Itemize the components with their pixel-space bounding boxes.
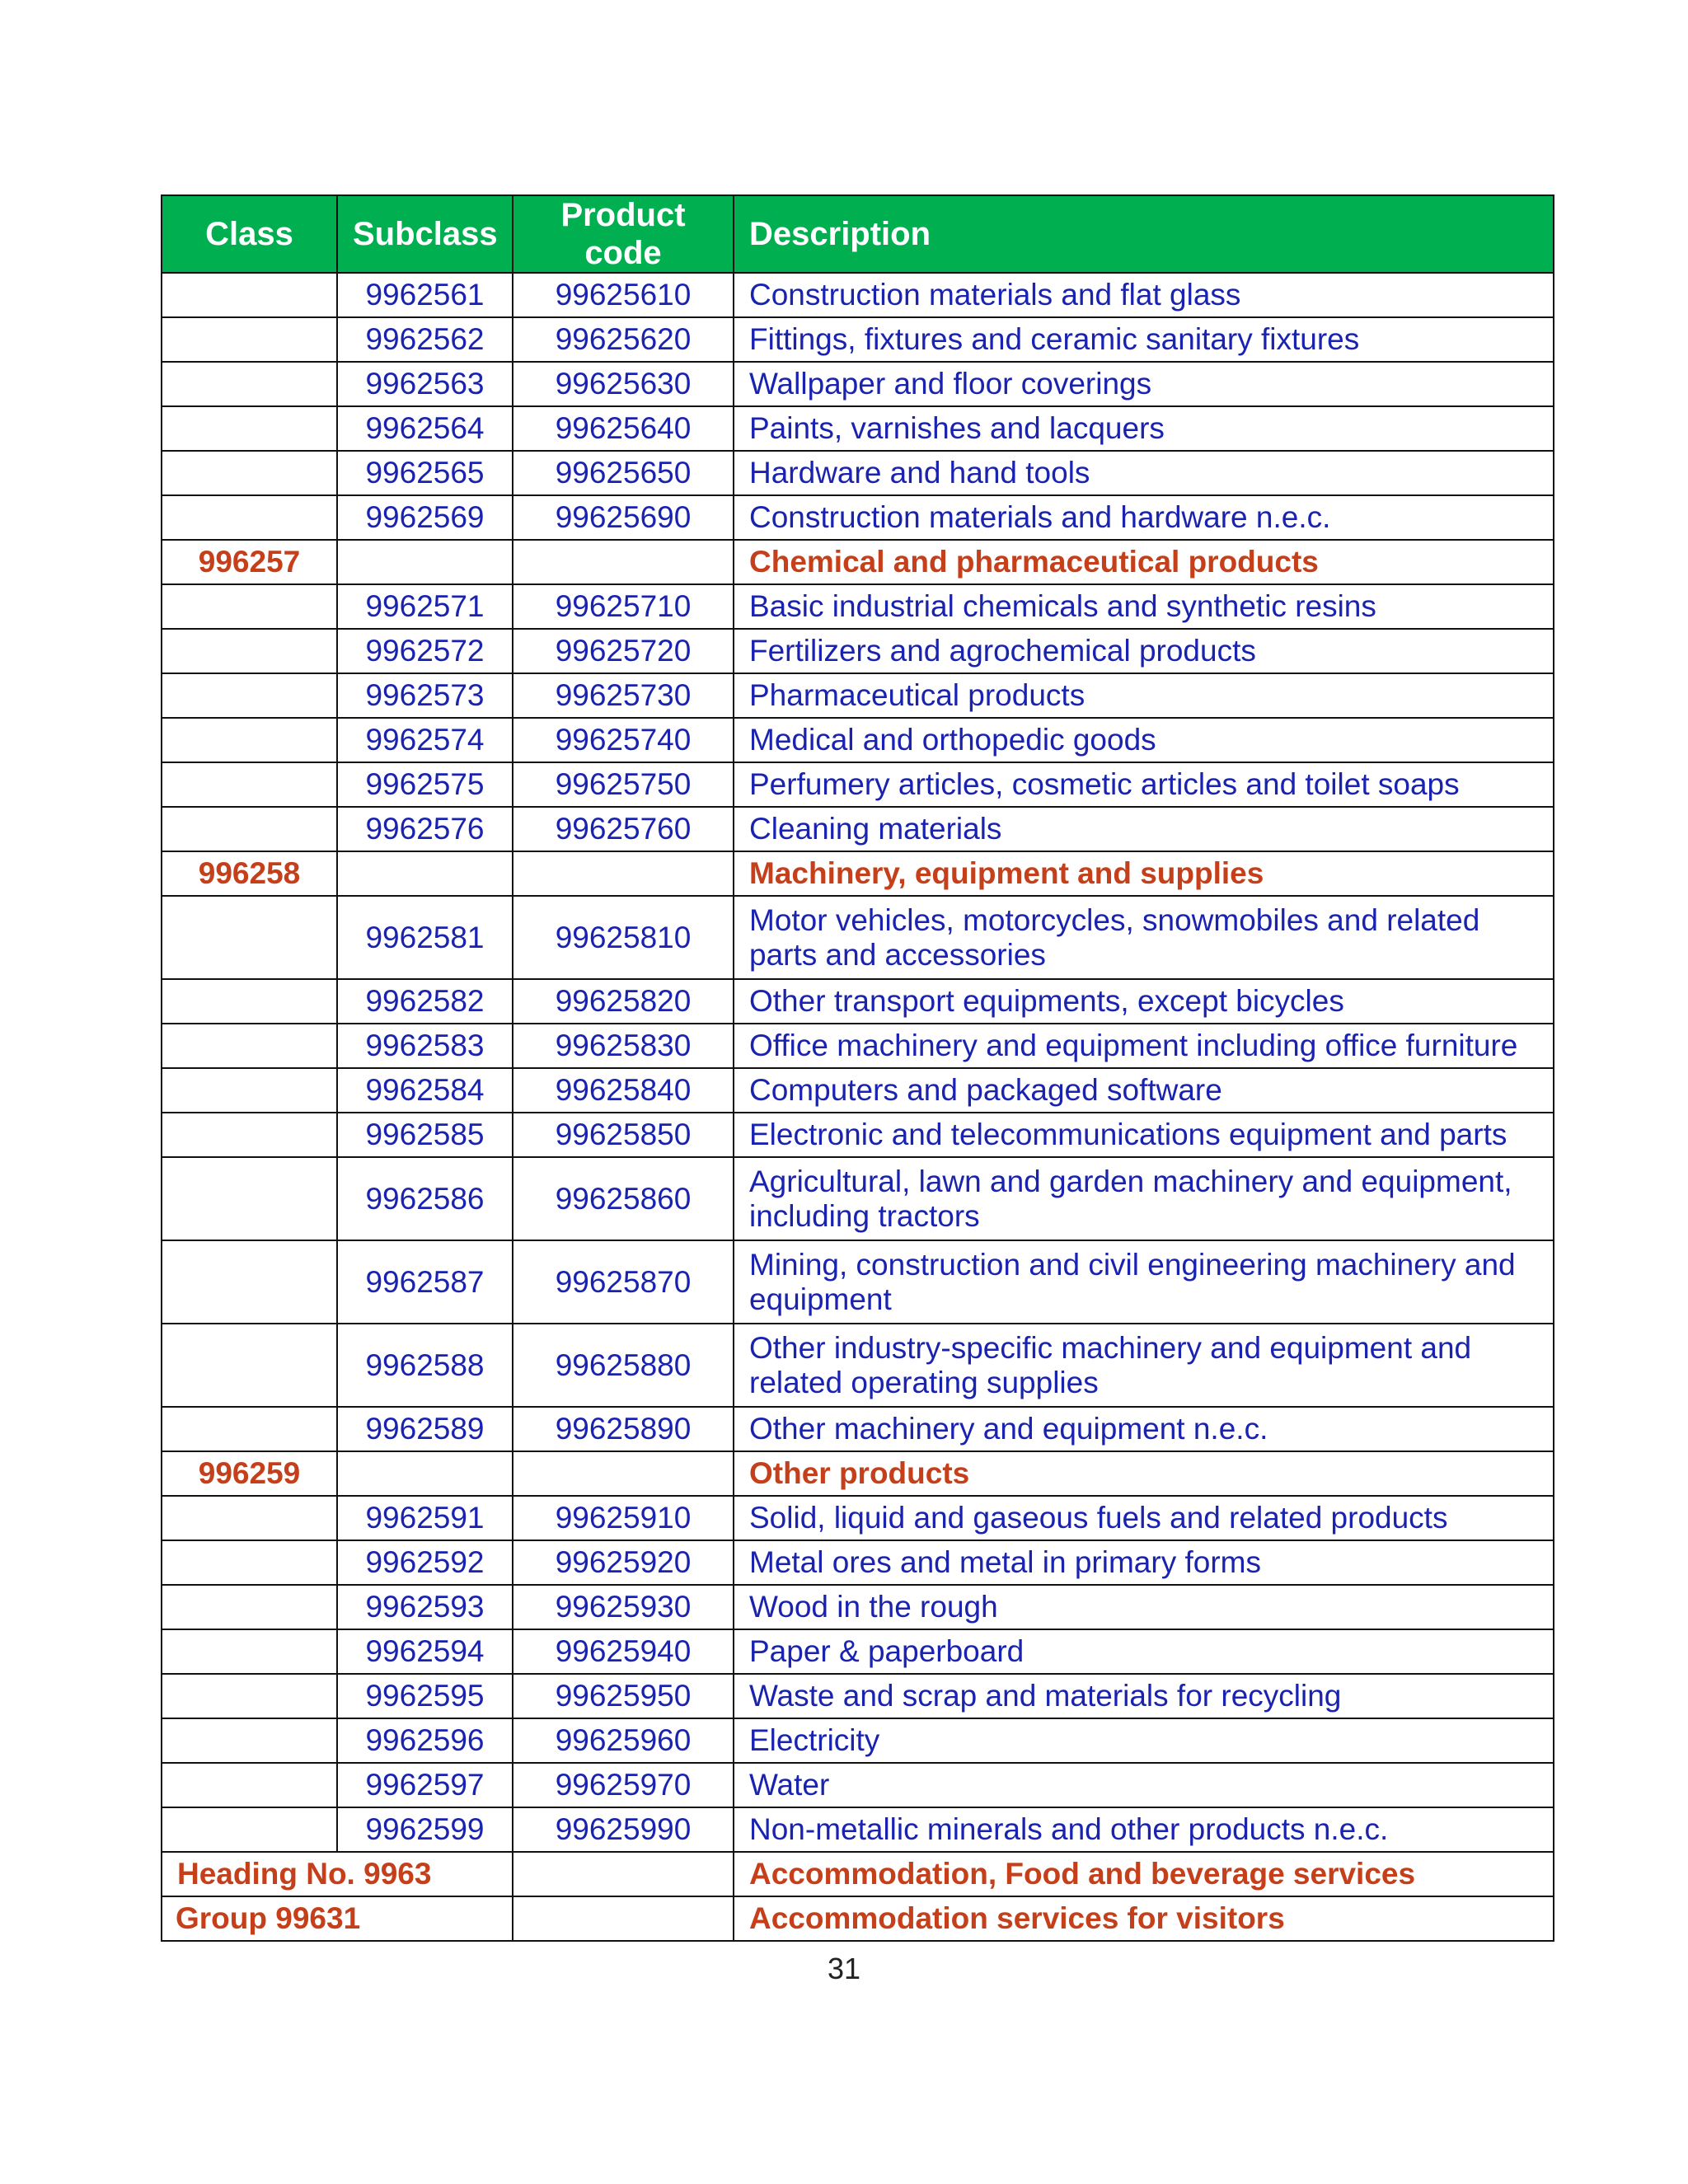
description-cell: Water xyxy=(734,1763,1554,1807)
class-cell xyxy=(162,1113,337,1157)
subclass-cell: 9962595 xyxy=(337,1674,513,1718)
table-row xyxy=(162,1585,1554,1629)
description-cell: Electronic and telecommunications equipment and parts xyxy=(734,1113,1554,1157)
description-cell: Computers and packaged software xyxy=(734,1068,1554,1113)
page-number: 31 xyxy=(827,1952,861,1985)
table-row xyxy=(162,979,1554,1024)
product-code-cell: 99625620 xyxy=(513,317,734,362)
class-cell xyxy=(162,451,337,495)
subclass-cell: 9962581 xyxy=(337,896,513,979)
services-code-table xyxy=(161,194,1554,1942)
class-cell xyxy=(162,718,337,762)
table-row xyxy=(162,1240,1554,1324)
table-row xyxy=(162,1718,1554,1763)
class-title-cell: Chemical and pharmaceutical products xyxy=(734,540,1554,584)
class-row xyxy=(162,540,1554,584)
subclass-cell: 9962593 xyxy=(337,1585,513,1629)
subclass-cell: 9962561 xyxy=(337,273,513,317)
product-code-cell: 99625970 xyxy=(513,1763,734,1807)
product-code-cell: 99625740 xyxy=(513,718,734,762)
subclass-cell: 9962565 xyxy=(337,451,513,495)
product-code-cell: 99625610 xyxy=(513,273,734,317)
class-row xyxy=(162,851,1554,896)
table-row xyxy=(162,451,1554,495)
class-title-cell: Other products xyxy=(734,1451,1554,1496)
subclass-cell: 9962572 xyxy=(337,629,513,673)
product-code-cell: 99625750 xyxy=(513,762,734,807)
class-cell xyxy=(162,1674,337,1718)
description-cell: Basic industrial chemicals and synthetic resins xyxy=(734,584,1554,629)
subclass-cell: 9962571 xyxy=(337,584,513,629)
product-code-cell: 99625890 xyxy=(513,1407,734,1451)
table-row xyxy=(162,1496,1554,1540)
subclass-cell: 9962589 xyxy=(337,1407,513,1451)
class-cell xyxy=(162,762,337,807)
table-row xyxy=(162,1157,1554,1240)
description-cell: Medical and orthopedic goods xyxy=(734,718,1554,762)
description-cell: Other industry-specific machinery and equipment and related operating supplies xyxy=(734,1324,1554,1407)
product-code-cell: 99625760 xyxy=(513,807,734,851)
description-cell: Hardware and hand tools xyxy=(734,451,1554,495)
table-row xyxy=(162,1763,1554,1807)
description-cell: Waste and scrap and materials for recycling xyxy=(734,1674,1554,1718)
class-cell xyxy=(162,1157,337,1240)
subclass-cell: 9962569 xyxy=(337,495,513,540)
class-cell xyxy=(162,1324,337,1407)
product-code-cell: 99625870 xyxy=(513,1240,734,1324)
table-row xyxy=(162,629,1554,673)
subclass-cell: 9962576 xyxy=(337,807,513,851)
subclass-cell: 9962573 xyxy=(337,673,513,718)
table-row xyxy=(162,1113,1554,1157)
table-row xyxy=(162,807,1554,851)
subclass-cell: 9962564 xyxy=(337,406,513,451)
subclass-cell xyxy=(337,1451,513,1496)
description-cell: Pharmaceutical products xyxy=(734,673,1554,718)
class-cell xyxy=(162,1763,337,1807)
subclass-cell: 9962584 xyxy=(337,1068,513,1113)
subclass-cell: 9962562 xyxy=(337,317,513,362)
description-cell: Fertilizers and agrochemical products xyxy=(734,629,1554,673)
subclass-cell: 9962592 xyxy=(337,1540,513,1585)
table-row xyxy=(162,1024,1554,1068)
subclass-cell: 9962588 xyxy=(337,1324,513,1407)
table-row xyxy=(162,896,1554,979)
subclass-cell: 9962583 xyxy=(337,1024,513,1068)
subclass-cell xyxy=(337,540,513,584)
description-cell: Solid, liquid and gaseous fuels and related products xyxy=(734,1496,1554,1540)
heading-title-cell: Accommodation, Food and beverage services xyxy=(734,1852,1554,1896)
table-row xyxy=(162,362,1554,406)
description-cell: Paints, varnishes and lacquers xyxy=(734,406,1554,451)
description-cell: Office machinery and equipment including office furniture xyxy=(734,1024,1554,1068)
product-code-cell: 99625880 xyxy=(513,1324,734,1407)
description-cell: Non-metallic minerals and other products n.e.c. xyxy=(734,1807,1554,1852)
class-cell xyxy=(162,584,337,629)
table-row xyxy=(162,1324,1554,1407)
class-cell xyxy=(162,1807,337,1852)
description-cell: Electricity xyxy=(734,1718,1554,1763)
table-row xyxy=(162,1674,1554,1718)
group-row xyxy=(162,1896,1554,1941)
class-cell xyxy=(162,979,337,1024)
subclass-cell xyxy=(337,851,513,896)
class-cell xyxy=(162,495,337,540)
subclass-cell: 9962596 xyxy=(337,1718,513,1763)
class-cell xyxy=(162,629,337,673)
product-code-cell: 99625990 xyxy=(513,1807,734,1852)
product-code-cell: 99625730 xyxy=(513,673,734,718)
class-cell xyxy=(162,1718,337,1763)
table-row xyxy=(162,584,1554,629)
product-code-cell xyxy=(513,851,734,896)
subclass-cell: 9962585 xyxy=(337,1113,513,1157)
description-cell: Mining, construction and civil engineering machinery and equipment xyxy=(734,1240,1554,1324)
subclass-cell: 9962599 xyxy=(337,1807,513,1852)
class-cell xyxy=(162,1585,337,1629)
product-code-cell: 99625960 xyxy=(513,1718,734,1763)
subclass-cell: 9962597 xyxy=(337,1763,513,1807)
subclass-cell: 9962575 xyxy=(337,762,513,807)
subclass-cell: 9962587 xyxy=(337,1240,513,1324)
product-code-cell xyxy=(513,540,734,584)
class-cell xyxy=(162,673,337,718)
product-code-cell: 99625920 xyxy=(513,1540,734,1585)
product-code-cell: 99625710 xyxy=(513,584,734,629)
header-subclass: Subclass xyxy=(337,195,513,273)
description-cell: Perfumery articles, cosmetic articles and toilet soaps xyxy=(734,762,1554,807)
subclass-cell: 9962563 xyxy=(337,362,513,406)
description-cell: Construction materials and hardware n.e.c. xyxy=(734,495,1554,540)
class-cell xyxy=(162,1024,337,1068)
table-row xyxy=(162,1807,1554,1852)
description-cell: Construction materials and flat glass xyxy=(734,273,1554,317)
product-code-cell: 99625910 xyxy=(513,1496,734,1540)
table-row xyxy=(162,673,1554,718)
table-row xyxy=(162,317,1554,362)
product-code-cell: 99625930 xyxy=(513,1585,734,1629)
table-row xyxy=(162,495,1554,540)
subclass-cell: 9962574 xyxy=(337,718,513,762)
header-product-code: Product code xyxy=(513,195,734,273)
class-cell xyxy=(162,1068,337,1113)
product-code-cell: 99625860 xyxy=(513,1157,734,1240)
class-cell xyxy=(162,1240,337,1324)
description-cell: Agricultural, lawn and garden machinery and equipment, including tractors xyxy=(734,1157,1554,1240)
class-cell xyxy=(162,1407,337,1451)
class-code-cell: 996258 xyxy=(162,851,337,896)
subclass-cell: 9962594 xyxy=(337,1629,513,1674)
table-row xyxy=(162,406,1554,451)
class-title-cell: Machinery, equipment and supplies xyxy=(734,851,1554,896)
class-cell xyxy=(162,317,337,362)
group-title-cell: Accommodation services for visitors xyxy=(734,1896,1554,1941)
table-row xyxy=(162,762,1554,807)
table-header-row xyxy=(162,195,1554,273)
header-description: Description xyxy=(734,195,1554,273)
class-code-cell: 996257 xyxy=(162,540,337,584)
class-cell xyxy=(162,362,337,406)
table-row xyxy=(162,1629,1554,1674)
table-row xyxy=(162,1068,1554,1113)
class-cell xyxy=(162,1629,337,1674)
product-code-cell: 99625850 xyxy=(513,1113,734,1157)
product-code-cell xyxy=(513,1852,734,1896)
class-cell xyxy=(162,1540,337,1585)
table-row xyxy=(162,273,1554,317)
heading-label-cell: Heading No. 9963 xyxy=(162,1852,513,1896)
description-cell: Cleaning materials xyxy=(734,807,1554,851)
description-cell: Metal ores and metal in primary forms xyxy=(734,1540,1554,1585)
product-code-cell: 99625950 xyxy=(513,1674,734,1718)
group-label-cell: Group 99631 xyxy=(162,1896,513,1941)
class-cell xyxy=(162,896,337,979)
product-code-cell xyxy=(513,1896,734,1941)
table-row xyxy=(162,1540,1554,1585)
product-code-cell: 99625640 xyxy=(513,406,734,451)
subclass-cell: 9962591 xyxy=(337,1496,513,1540)
description-cell: Wallpaper and floor coverings xyxy=(734,362,1554,406)
subclass-cell: 9962582 xyxy=(337,979,513,1024)
heading-row xyxy=(162,1852,1554,1896)
class-cell xyxy=(162,807,337,851)
description-cell: Motor vehicles, motorcycles, snowmobiles and related parts and accessories xyxy=(734,896,1554,979)
product-code-cell: 99625630 xyxy=(513,362,734,406)
product-code-cell: 99625830 xyxy=(513,1024,734,1068)
description-cell: Wood in the rough xyxy=(734,1585,1554,1629)
class-code-cell: 996259 xyxy=(162,1451,337,1496)
class-cell xyxy=(162,406,337,451)
product-code-cell: 99625820 xyxy=(513,979,734,1024)
class-cell xyxy=(162,273,337,317)
table-row xyxy=(162,1407,1554,1451)
product-code-cell: 99625840 xyxy=(513,1068,734,1113)
description-cell: Other transport equipments, except bicycles xyxy=(734,979,1554,1024)
description-cell: Fittings, fixtures and ceramic sanitary fixtures xyxy=(734,317,1554,362)
product-code-cell: 99625650 xyxy=(513,451,734,495)
product-code-cell xyxy=(513,1451,734,1496)
product-code-cell: 99625810 xyxy=(513,896,734,979)
product-code-cell: 99625690 xyxy=(513,495,734,540)
table-row xyxy=(162,718,1554,762)
subclass-cell: 9962586 xyxy=(337,1157,513,1240)
class-row xyxy=(162,1451,1554,1496)
product-code-cell: 99625940 xyxy=(513,1629,734,1674)
table-body xyxy=(162,273,1554,1941)
header-class: Class xyxy=(162,195,337,273)
description-cell: Other machinery and equipment n.e.c. xyxy=(734,1407,1554,1451)
product-code-cell: 99625720 xyxy=(513,629,734,673)
description-cell: Paper & paperboard xyxy=(734,1629,1554,1674)
class-cell xyxy=(162,1496,337,1540)
